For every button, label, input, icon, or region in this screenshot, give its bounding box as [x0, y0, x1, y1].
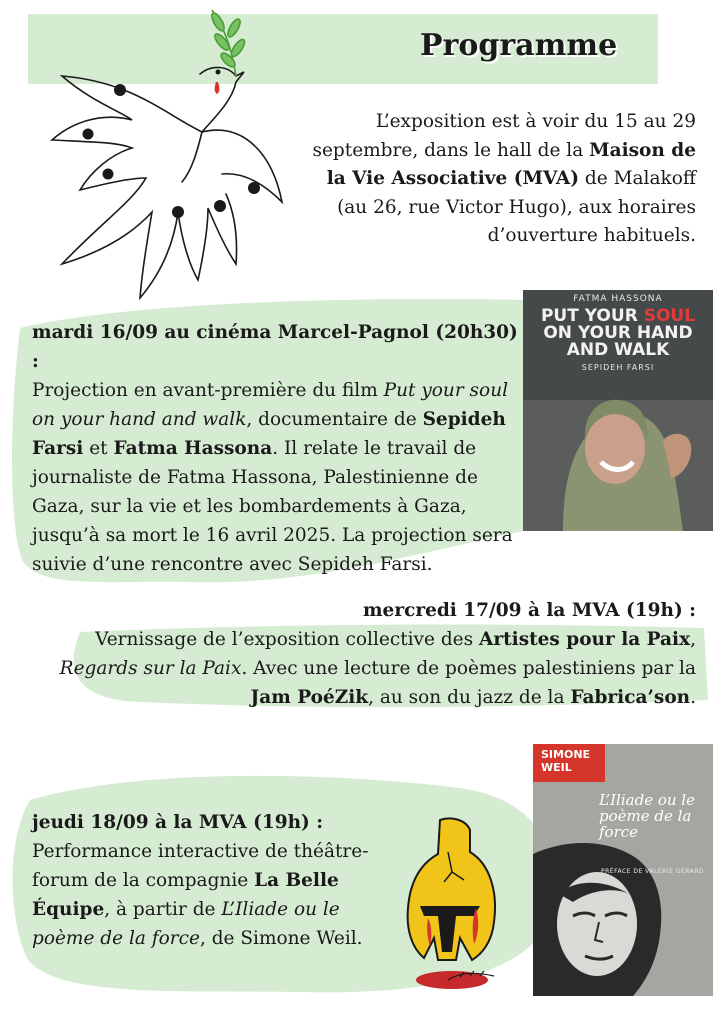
- film-poster-title: PUT YOUR SOUL ON YOUR HAND AND WALK: [540, 306, 696, 360]
- page-title: Programme: [420, 28, 618, 63]
- event-heading: jeudi 18/09 à la MVA (19h) :: [32, 812, 324, 833]
- film-poster: FATMA HASSONA PUT YOUR SOUL ON YOUR HAND AND WALK SEPIDEH FARSI: [523, 290, 713, 531]
- exhibition-intro: L’exposition est à voir du 15 au 29 septembre, dans le hall de la Maison de la Vie Associative (MVA) de Malakoff (au 26, rue Victor Hugo), aux horaires d’ouverture habituels.: [312, 111, 696, 246]
- book-title: L’Iliade ou le poème de la force: [599, 791, 695, 841]
- helmet-illustration: [390, 812, 540, 992]
- book-subtitle: PRÉFACE DE VALÉRIE GÉRARD: [601, 868, 705, 875]
- event-tuesday: mardi 16/09 au cinéma Marcel-Pagnol (20h30) : Projection en avant-première du film Put your soul on your hand and walk, documentaire de Sepideh Farsi et Fatma Hassona. Il relate le travail de journaliste de Fatma Hassona, Palestinienne de Gaza, sur la vie et les bombardements à Gaza, jusqu’à sa mort le 16 avril 2025. La projection sera suivie d’une rencontre avec Sepideh Farsi.: [32, 318, 522, 579]
- event-heading: mardi 16/09 au cinéma Marcel-Pagnol (20h30) :: [32, 322, 518, 372]
- book-author-badge: SIMONE WEIL: [533, 744, 605, 782]
- event-wednesday: mercredi 17/09 à la MVA (19h) : Vernissage de l’exposition collective des Artistes pour la Paix, Regards sur la Paix. Avec une lecture de poèmes palestiniens par la Jam PoéZik, au son du jazz de la Fabrica’son.: [20, 596, 696, 712]
- event-heading: mercredi 17/09 à la MVA (19h) :: [362, 600, 696, 621]
- dove-illustration: [22, 2, 302, 302]
- event-thursday: jeudi 18/09 à la MVA (19h) : Performance interactive de théâtre-forum de la compagnie La Belle Équipe, à partir de L’Iliade ou le poème de la force, de Simone Weil.: [32, 808, 404, 953]
- book-cover: [533, 744, 713, 996]
